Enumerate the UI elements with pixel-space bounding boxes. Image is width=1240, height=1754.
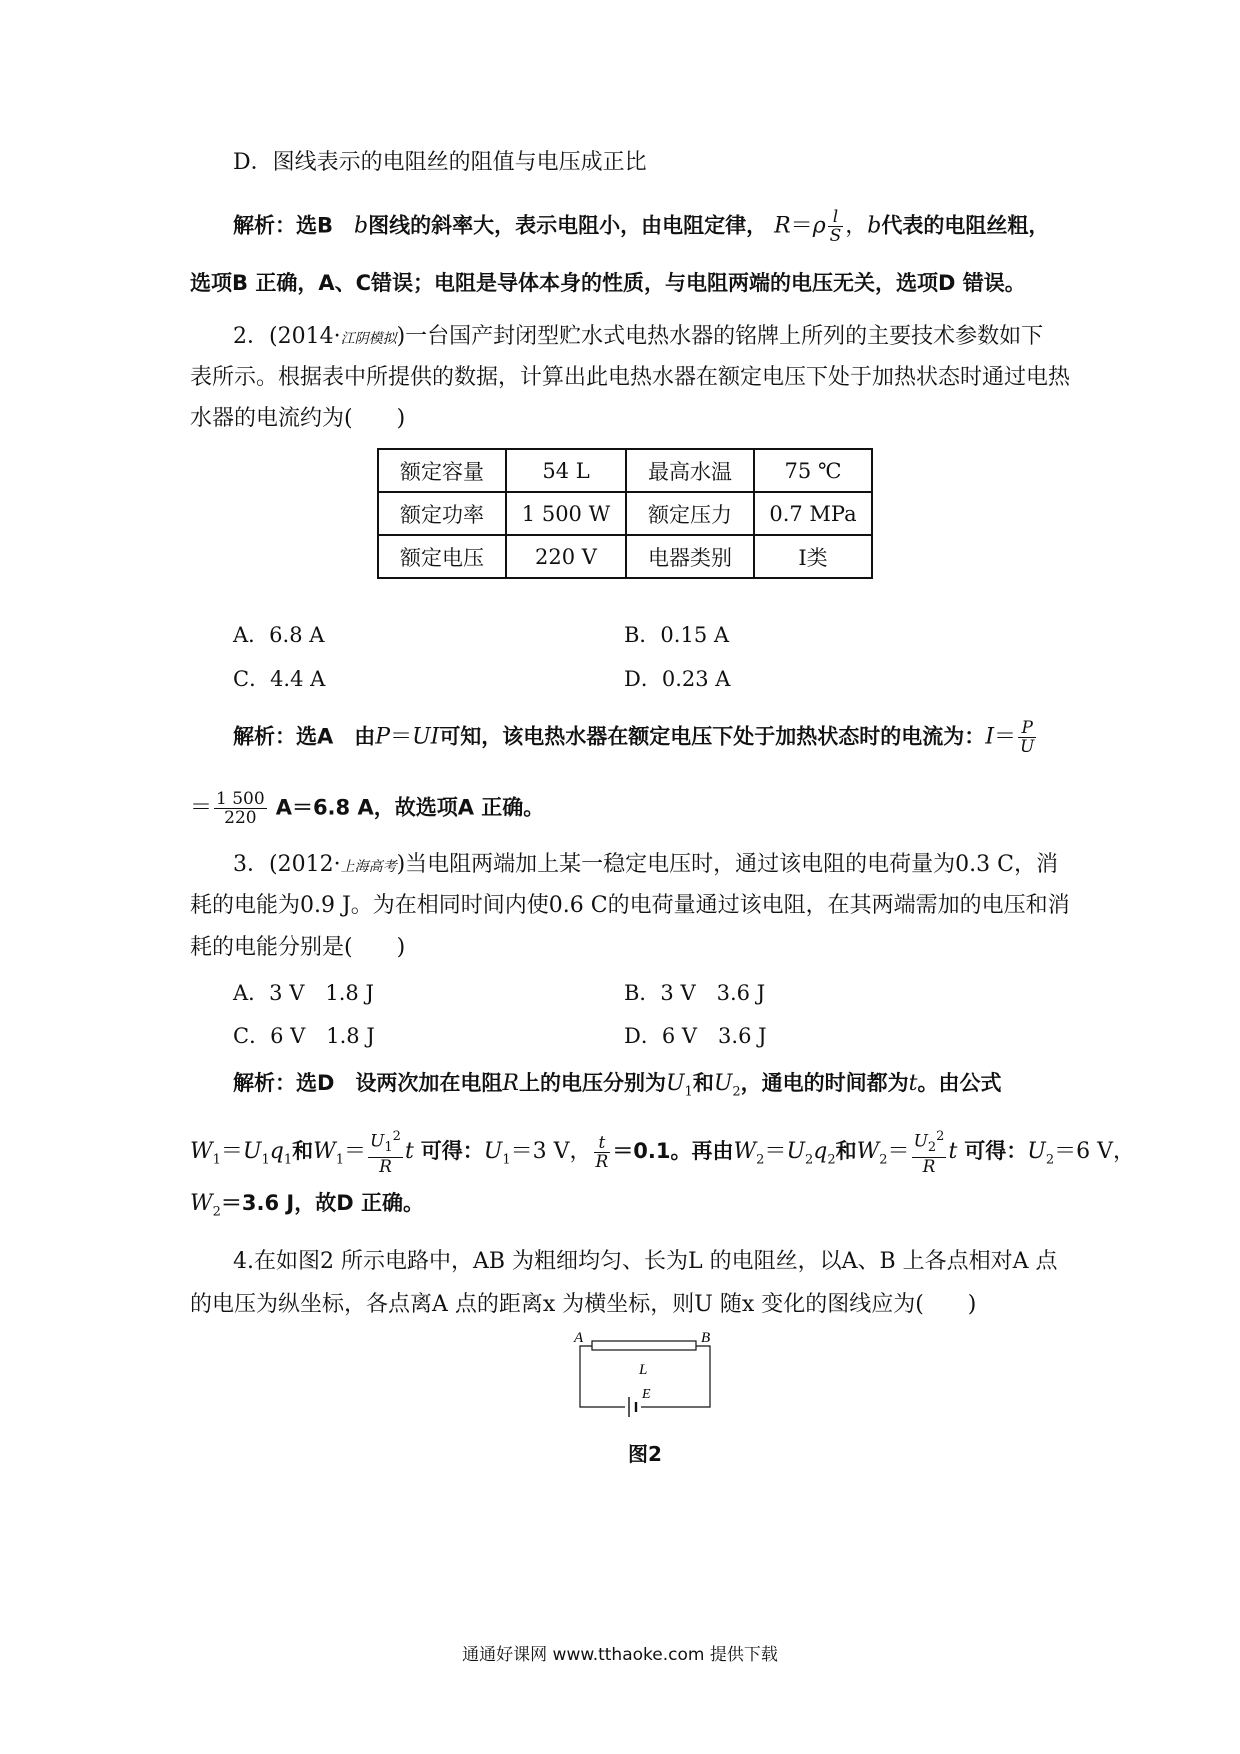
spec-table xyxy=(377,448,873,579)
q3-analysis-line2: $W_1=U_1q_1$和$W_1=$ $\frac{U_1^2}{R}$ t 可得：$U_1=3$ V， $\frac{t}{R}$ ＝0.1。再由$W_2=U_2q_2$和$W_2=$ $\frac{U_2^2}{R}$ t 可得：$U_2=6$ V， xyxy=(190,1129,1136,1178)
table-cell: 额定功率 xyxy=(378,492,506,535)
q2-value-fraction: $\frac{1 500}{220}$ xyxy=(216,789,265,828)
q2-option-c: C．4.4 A xyxy=(233,667,326,691)
q3-option-a: A．3 V 1.8 J xyxy=(233,981,374,1005)
table-cell: 1 500 W xyxy=(506,492,626,535)
q1-analysis-text-c: 选项B 正确，A、C错误；电阻是导体本身的性质，与电阻两端的电压无关，选项D 错误。 xyxy=(190,271,1026,295)
table-cell: 电器类别 xyxy=(626,535,754,578)
q2-analysis-text-b: A＝6.8 A，故选项A 正确。 xyxy=(275,795,545,820)
table-cell: Ⅰ类 xyxy=(754,535,872,578)
q3-option-b: B．3 V 3.6 J xyxy=(624,981,766,1005)
page-footer: 通通好课网 www.tthaoke.com 提供下载 xyxy=(462,1645,778,1665)
table-cell: 75 ℃ xyxy=(754,449,872,492)
q2-analysis-label: 解析：选A xyxy=(233,724,334,749)
q3-option-d: D．6 V 3.6 J xyxy=(624,1024,767,1048)
q3-analysis-line1: 解析：选D 设两次加在电阻R上的电压分别为$U_1$和$U_2$，通电的时间都为t。由公式 xyxy=(233,1071,1002,1100)
q2-stem-line2: 表所示。根据表中所提供的数据，计算出此电热水器在额定电压下处于加热状态时通过电热 xyxy=(190,365,1071,390)
table-cell: 220 V xyxy=(506,535,626,578)
q2-analysis-line1: 解析：选A 由P＝UI可知，该电热水器在额定电压下处于加热状态时的电流为：I＝ $\frac{P}{U}$ xyxy=(233,718,1035,757)
q1-analysis-line2 xyxy=(190,268,1026,299)
circuit-diagram xyxy=(570,1330,720,1420)
q3-analysis-line3: $W_2=3.6$ J，故D 正确。 xyxy=(190,1191,424,1220)
label-e: E xyxy=(642,1387,651,1402)
q2-option-b: B．0.15 A xyxy=(624,623,730,647)
wire-left xyxy=(580,1346,625,1407)
q3-stem-line1: 3．(2012·上海高考)当电阻两端加上某一稳定电压时，通过该电阻的电荷量为0.3 C，消 xyxy=(233,852,1058,877)
q3-stem-line3: 耗的电能分别是( ) xyxy=(190,935,406,960)
table-cell: 额定电压 xyxy=(378,535,506,578)
table-cell: 最高水温 xyxy=(626,449,754,492)
q1-option-d: D．图线表示的电阻丝的阻值与电压成正比 xyxy=(233,150,647,175)
table-cell: 额定压力 xyxy=(626,492,754,535)
q2-option-d: D．0.23 A xyxy=(624,667,731,691)
q2-number: 2．(2014 xyxy=(233,324,334,349)
q1-analysis-text-a: 图线的斜率大，表示电阻小，由电阻定律， xyxy=(368,213,768,238)
q3-stem-text1: )当电阻两端加上某一稳定电压时，通过该电阻的电荷量为0.3 C，消 xyxy=(396,852,1058,877)
q2-analysis-line2: ＝ $\frac{1 500}{220}$ A＝6.8 A，故选项A 正确。 xyxy=(190,789,545,828)
q4-stem-line2: 的电压为纵坐标，各点离A 点的距离x 为横坐标，则U 随x 变化的图线应为( ) xyxy=(190,1292,977,1317)
q1-analysis-line1: 解析：选B b图线的斜率大，表示电阻小，由电阻定律， R＝ρ $\frac{l}{S}$ ，b代表的电阻丝粗， xyxy=(233,207,1050,246)
q1-analysis-label: 解析：选B xyxy=(233,213,334,238)
q2-formula-fraction: $\frac{P}{U}$ xyxy=(1020,718,1035,757)
q3-stem-line2: 耗的电能为0.9 J。为在相同时间内使0.6 C的电荷量通过该电阻，在其两端需加的电压和消 xyxy=(190,893,1070,918)
label-b: B xyxy=(701,1330,711,1346)
q3-source: 上海高考 xyxy=(340,859,397,875)
resistance-wire xyxy=(592,1341,696,1350)
q2-stem-line1: 2．(2014·江阴模拟)一台国产封闭型贮水式电热水器的铭牌上所列的主要技术参数如下 xyxy=(233,324,1044,349)
q3-analysis-label: 解析：选D xyxy=(233,1071,335,1095)
q1-formula-fraction: $\frac{l}{S}$ xyxy=(829,207,842,246)
q3-option-c: C．6 V 1.8 J xyxy=(233,1024,375,1048)
wire-right xyxy=(641,1346,710,1407)
table-cell: 0.7 MPa xyxy=(754,492,872,535)
figure-caption: 图2 xyxy=(628,1442,662,1466)
q2-analysis-text-a: 可知，该电热水器在额定电压下处于加热状态时的电流为： xyxy=(439,724,986,749)
q3-number: 3．(2012 xyxy=(233,852,334,877)
table-cell: 54 L xyxy=(506,449,626,492)
table-row xyxy=(378,492,872,535)
q2-stem-text1: )一台国产封闭型贮水式电热水器的铭牌上所列的主要技术参数如下 xyxy=(396,324,1044,349)
table-row xyxy=(378,535,872,578)
table-cell: 额定容量 xyxy=(378,449,506,492)
q4-stem-line1: 4.在如图2 所示电路中，AB 为粗细均匀、长为L 的电阻丝，以A、B 上各点相对A 点 xyxy=(233,1249,1058,1274)
label-l: L xyxy=(639,1362,648,1378)
table-row xyxy=(378,449,872,492)
q2-option-a: A．6.8 A xyxy=(233,623,325,647)
q1-analysis-text-b: 代表的电阻丝粗， xyxy=(881,213,1050,238)
label-a: A xyxy=(574,1330,584,1346)
q2-stem-line3: 水器的电流约为( ) xyxy=(190,406,406,431)
q2-source: 江阴模拟 xyxy=(340,331,397,347)
